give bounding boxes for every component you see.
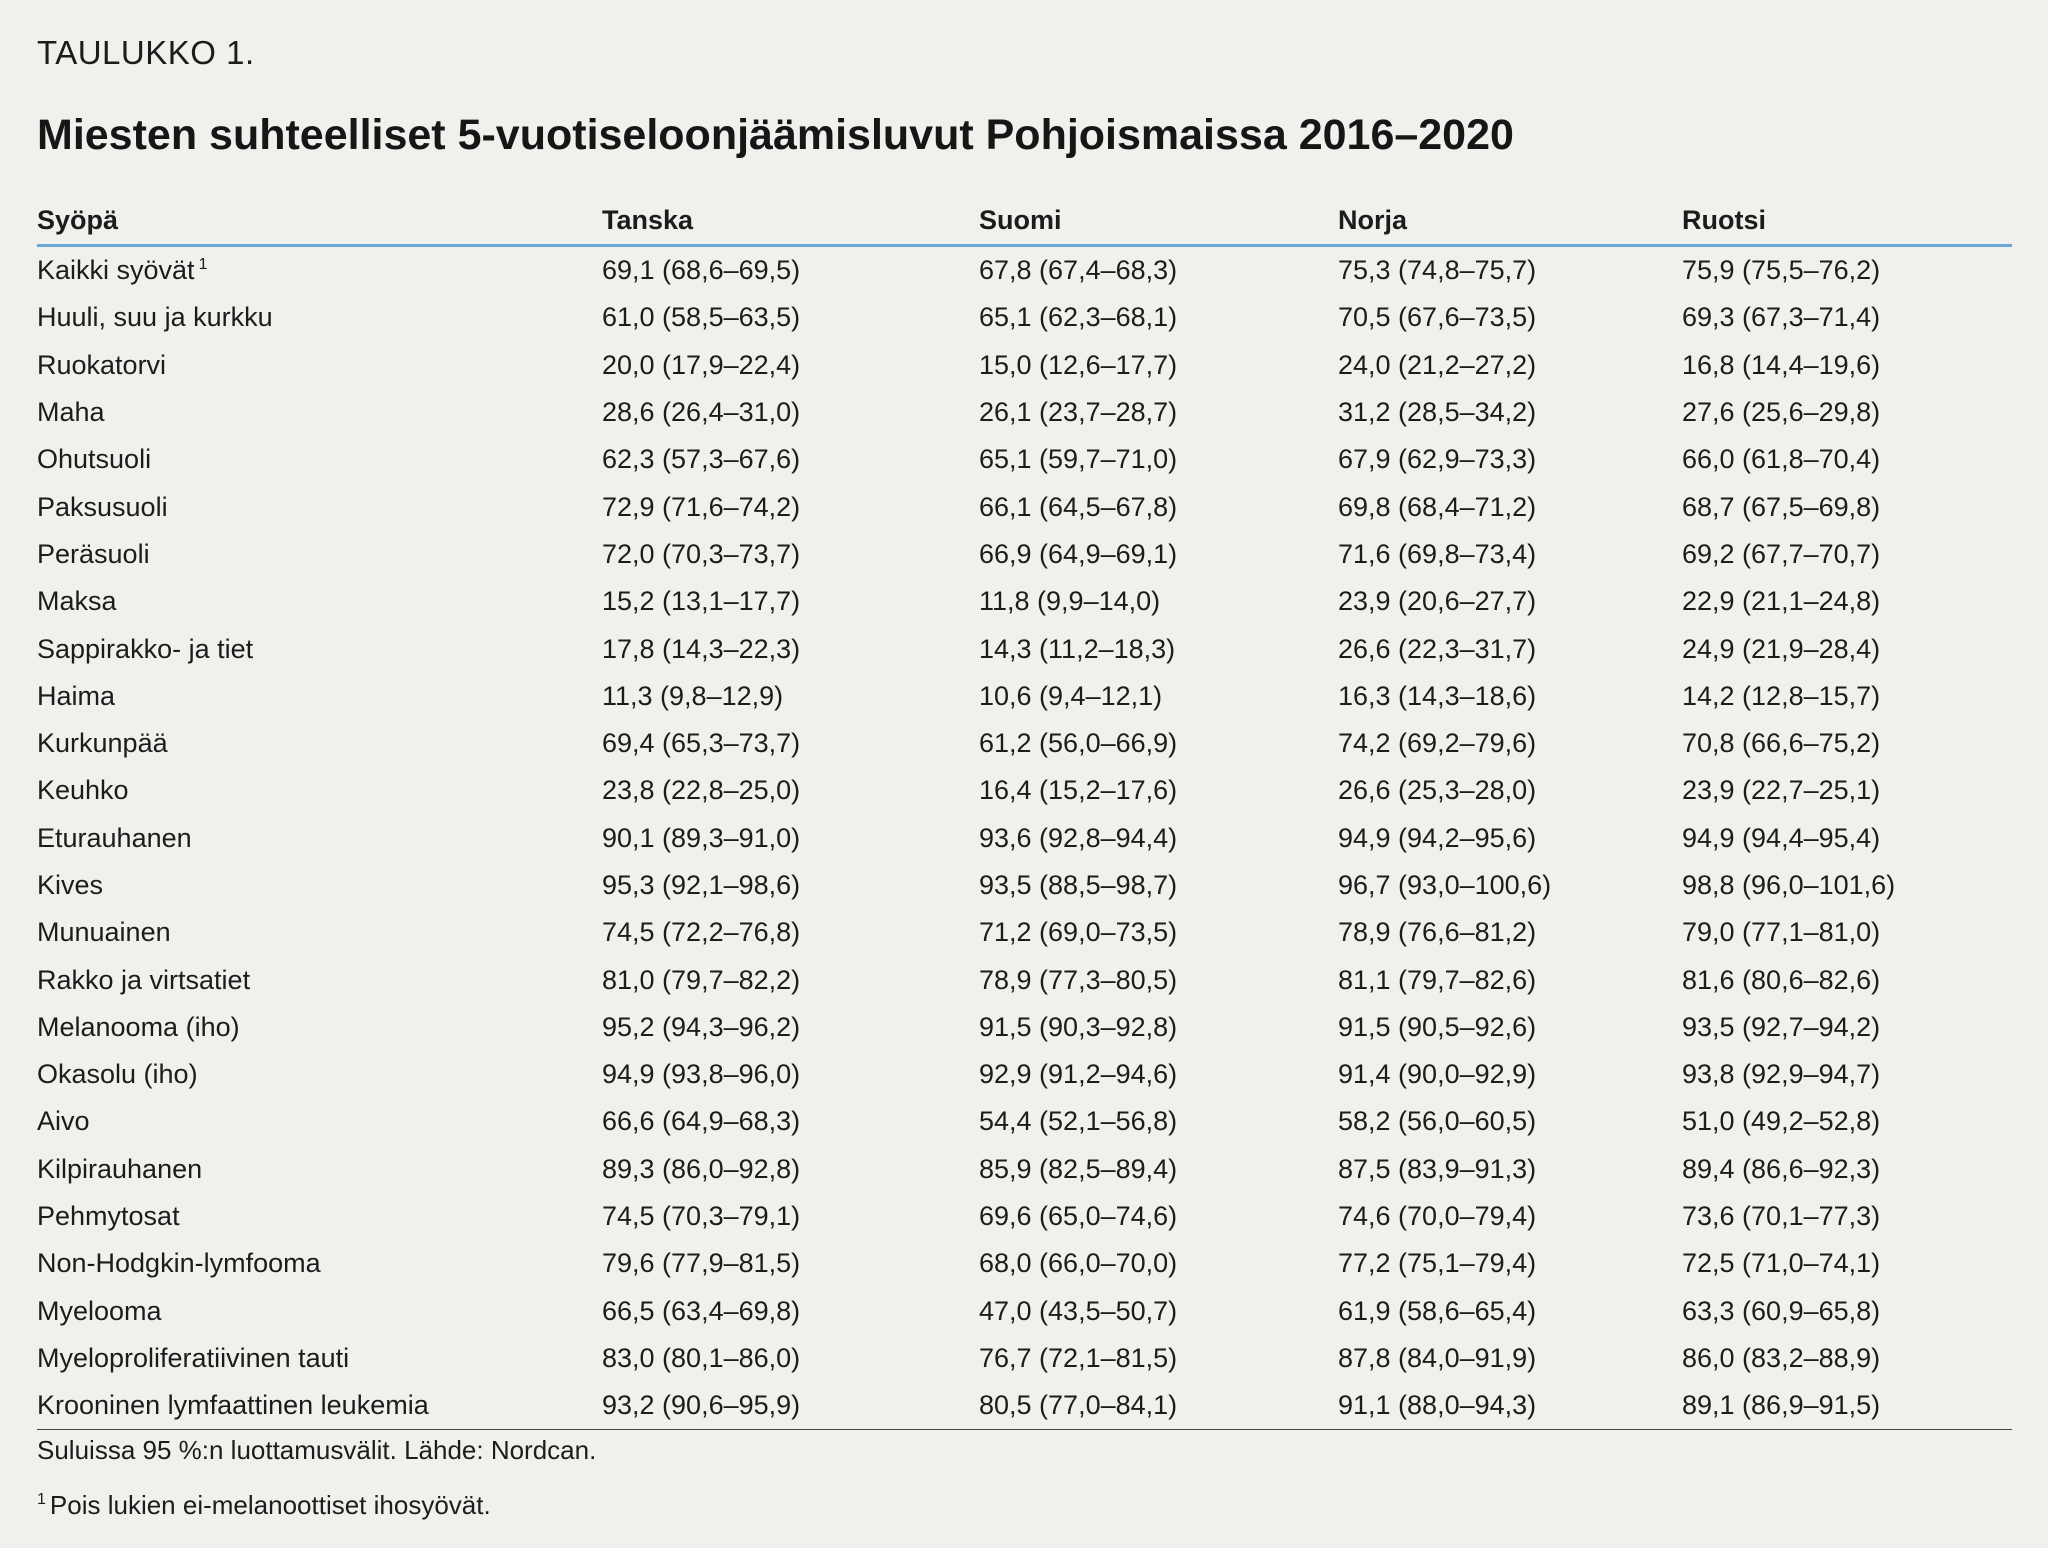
- table-row: [37, 436, 2012, 483]
- table-row: [37, 531, 2012, 578]
- table-row: [37, 389, 2012, 436]
- column-header-norway: Norja: [1338, 196, 1682, 246]
- value-cell-denmark: 62,3 (57,3–67,6): [602, 444, 801, 475]
- value-cell-denmark: 93,2 (90,6–95,9): [602, 1382, 979, 1430]
- value-cell-finland: 76,7 (72,1–81,5): [979, 1342, 1178, 1373]
- value-cell-sweden: 75,9 (75,5–76,2): [1682, 255, 1881, 286]
- value-cell-denmark: 74,5 (72,2–76,8): [602, 917, 801, 948]
- value-cell-finland: 71,2 (69,0–73,5): [979, 917, 1178, 948]
- value-cell-sweden: 68,7 (67,5–69,8): [1682, 491, 1881, 522]
- value-cell-finland: 16,4 (15,2–17,6): [979, 775, 1178, 806]
- value-cell-sweden: 63,3 (60,9–65,8): [1682, 1295, 1881, 1326]
- value-cell-norway: 91,5 (90,5–92,6): [1338, 1011, 1537, 1042]
- cancer-type-label: Krooninen lymfaattinen leukemia: [37, 1390, 429, 1421]
- cancer-type-label: Eturauhanen: [37, 822, 192, 853]
- cancer-type-label: Melanooma (iho): [37, 1011, 240, 1042]
- value-cell-sweden: 86,0 (83,2–88,9): [1682, 1342, 1881, 1373]
- value-cell-denmark: 11,3 (9,8–12,9): [602, 680, 784, 711]
- value-cell-finland: 67,8 (67,4–68,3): [979, 255, 1178, 286]
- cancer-type-label: Maha: [37, 397, 105, 428]
- cancer-type-cell: [37, 1004, 602, 1051]
- cancer-type-cell: [37, 1098, 602, 1145]
- value-cell-denmark: 74,5 (70,3–79,1): [602, 1201, 801, 1232]
- table-row: [37, 1240, 2012, 1287]
- cancer-type-label: Munuainen: [37, 917, 171, 948]
- table-row: [37, 625, 2012, 672]
- cancer-type-label: Myeloproliferatiivinen tauti: [37, 1342, 350, 1373]
- value-cell-denmark: 69,4 (65,3–73,7): [602, 728, 801, 759]
- cancer-type-cell: [37, 246, 602, 295]
- value-cell-finland: 54,4 (52,1–56,8): [979, 1106, 1178, 1137]
- page: [37, 0, 2012, 1548]
- value-cell-finland: 78,9 (77,3–80,5): [979, 964, 1178, 995]
- survival-table: [37, 196, 2012, 1430]
- table-row: [37, 483, 2012, 530]
- cancer-type-cell: [37, 294, 602, 341]
- value-cell-finland: 93,5 (88,5–98,7): [979, 870, 1178, 900]
- value-cell-sweden: 72,5 (71,0–74,1): [1682, 1248, 1881, 1279]
- cancer-type-label: Okasolu (iho): [37, 1059, 198, 1090]
- table-row: [37, 956, 2012, 1003]
- value-cell-sweden: 51,0 (49,2–52,8): [1682, 1106, 1881, 1137]
- footnote: [37, 1490, 491, 1521]
- table-row: [37, 815, 2012, 862]
- value-cell-denmark: 20,0 (17,9–22,4): [602, 349, 801, 380]
- value-cell-norway: 87,8 (84,0–91,9): [1338, 1342, 1537, 1373]
- cancer-type-cell: [37, 673, 602, 720]
- value-cell-sweden: 22,9 (21,1–24,8): [1682, 586, 1881, 617]
- value-cell-sweden: 98,8 (96,0–101,6): [1682, 870, 1896, 900]
- value-cell-denmark: 81,0 (79,7–82,2): [602, 964, 801, 995]
- value-cell-sweden: 27,6 (25,6–29,8): [1682, 397, 1881, 428]
- value-cell-finland: 14,3 (11,2–18,3): [979, 633, 1176, 664]
- cancer-type-cell: [37, 767, 602, 814]
- value-cell-sweden: 69,3 (67,3–71,4): [1682, 302, 1881, 333]
- value-cell-sweden: 79,0 (77,1–81,0): [1682, 917, 1881, 948]
- cancer-type-cell: [37, 1335, 602, 1382]
- cancer-type-label: Haima: [37, 680, 116, 711]
- value-cell-sweden: 89,1 (86,9–91,5): [1682, 1382, 2012, 1430]
- cancer-type-cell: [37, 1193, 602, 1240]
- footnote-text: Pois lukien ei-melanoottiset ihosyövät.: [49, 1490, 491, 1520]
- value-cell-denmark: 95,2 (94,3–96,2): [602, 1011, 801, 1042]
- value-cell-norway: 61,9 (58,6–65,4): [1338, 1295, 1537, 1326]
- table-row: [37, 1335, 2012, 1382]
- value-cell-denmark: 69,1 (68,6–69,5): [602, 255, 801, 286]
- cancer-type-cell: [37, 578, 602, 625]
- value-cell-finland: 15,0 (12,6–17,7): [979, 349, 1178, 380]
- value-cell-norway: 87,5 (83,9–91,3): [1338, 1153, 1537, 1184]
- column-header-denmark: Tanska: [602, 196, 979, 246]
- value-cell-norway: 75,3 (74,8–75,7): [1338, 255, 1537, 286]
- value-cell-denmark: 66,5 (63,4–69,8): [602, 1295, 801, 1326]
- value-cell-denmark: 89,3 (86,0–92,8): [602, 1153, 801, 1184]
- value-cell-sweden: 24,9 (21,9–28,4): [1682, 633, 1881, 664]
- cancer-type-cell: [37, 1288, 602, 1335]
- cancer-type-label: Kives: [37, 870, 104, 900]
- value-cell-norway: 24,0 (21,2–27,2): [1338, 349, 1537, 380]
- value-cell-norway: 16,3 (14,3–18,6): [1338, 680, 1537, 711]
- table-row: [37, 909, 2012, 956]
- value-cell-denmark: 23,8 (22,8–25,0): [602, 775, 801, 806]
- value-cell-finland: 65,1 (62,3–68,1): [979, 302, 1178, 333]
- cancer-type-label: Ohutsuoli: [37, 444, 152, 475]
- cancer-type-label: Keuhko: [37, 775, 129, 806]
- value-cell-norway: 31,2 (28,5–34,2): [1338, 397, 1537, 428]
- value-cell-finland: 93,6 (92,8–94,4): [979, 822, 1178, 853]
- table-note: Suluissa 95 %:n luottamusvälit. Lähde: Nordcan.: [37, 1435, 597, 1465]
- table-row: [37, 1382, 2012, 1430]
- cancer-type-cell: [37, 436, 602, 483]
- column-header-sweden: Ruotsi: [1682, 196, 2012, 246]
- value-cell-denmark: 90,1 (89,3–91,0): [602, 822, 801, 853]
- value-cell-sweden: 81,6 (80,6–82,6): [1682, 964, 1881, 995]
- value-cell-sweden: 73,6 (70,1–77,3): [1682, 1201, 1881, 1232]
- cancer-type-cell: [37, 342, 602, 389]
- footnote-mark: 1: [37, 1491, 46, 1509]
- value-cell-norway: 96,7 (93,0–100,6): [1338, 870, 1552, 900]
- value-cell-finland: 85,9 (82,5–89,4): [979, 1153, 1178, 1184]
- value-cell-norway: 81,1 (79,7–82,6): [1338, 964, 1537, 995]
- table-row: [37, 1098, 2012, 1145]
- cancer-type-cell: [37, 720, 602, 767]
- cancer-type-cell: [37, 1382, 602, 1430]
- value-cell-norway: 78,9 (76,6–81,2): [1338, 917, 1537, 948]
- cancer-type-label: Aivo: [37, 1106, 90, 1137]
- cancer-type-label: Paksusuoli: [37, 491, 168, 522]
- cancer-type-cell: [37, 956, 602, 1003]
- table-row: [37, 720, 2012, 767]
- table-row: [37, 342, 2012, 389]
- value-cell-norway: 71,6 (69,8–73,4): [1338, 538, 1537, 569]
- value-cell-finland: 66,9 (64,9–69,1): [979, 538, 1178, 569]
- table-row: [37, 1004, 2012, 1051]
- value-cell-denmark: 72,9 (71,6–74,2): [602, 491, 801, 522]
- value-cell-sweden: 23,9 (22,7–25,1): [1682, 775, 1881, 806]
- footnote-reference: 1: [198, 256, 208, 274]
- table-row: [37, 1051, 2012, 1098]
- table-row: [37, 294, 2012, 341]
- cancer-type-cell: [37, 815, 602, 862]
- cancer-type-cell: [37, 862, 602, 909]
- cancer-type-cell: [37, 1146, 602, 1193]
- value-cell-sweden: 94,9 (94,4–95,4): [1682, 822, 1881, 853]
- value-cell-finland: 80,5 (77,0–84,1): [979, 1382, 1338, 1430]
- value-cell-norway: 91,1 (88,0–94,3): [1338, 1382, 1682, 1430]
- value-cell-norway: 58,2 (56,0–60,5): [1338, 1106, 1537, 1137]
- value-cell-denmark: 66,6 (64,9–68,3): [602, 1106, 801, 1137]
- cancer-type-cell: [37, 909, 602, 956]
- cancer-type-label: Non-Hodgkin-lymfooma: [37, 1248, 321, 1279]
- cancer-type-label: Maksa: [37, 586, 117, 617]
- cancer-type-label: Kaikki syövät: [37, 255, 195, 286]
- table-label: TAULUKKO 1.: [37, 34, 255, 71]
- cancer-type-label: Kilpirauhanen: [37, 1153, 203, 1184]
- value-cell-denmark: 61,0 (58,5–63,5): [602, 302, 801, 333]
- value-cell-denmark: 17,8 (14,3–22,3): [602, 633, 801, 664]
- value-cell-finland: 26,1 (23,7–28,7): [979, 397, 1178, 428]
- table-row: [37, 1288, 2012, 1335]
- value-cell-sweden: 66,0 (61,8–70,4): [1682, 444, 1881, 475]
- value-cell-norway: 67,9 (62,9–73,3): [1338, 444, 1537, 475]
- cancer-type-cell: [37, 1240, 602, 1287]
- value-cell-denmark: 83,0 (80,1–86,0): [602, 1342, 801, 1373]
- value-cell-norway: 23,9 (20,6–27,7): [1338, 586, 1537, 617]
- table-body: [37, 246, 2012, 1430]
- column-header-cancer: Syöpä: [37, 196, 602, 246]
- table-row: [37, 246, 2012, 295]
- table-title: Miesten suhteelliset 5-vuotiseloonjäämisluvut Pohjoismaissa 2016–2020: [37, 111, 1514, 159]
- value-cell-sweden: 69,2 (67,7–70,7): [1682, 538, 1881, 569]
- value-cell-norway: 70,5 (67,6–73,5): [1338, 302, 1537, 333]
- cancer-type-cell: [37, 389, 602, 436]
- value-cell-denmark: 15,2 (13,1–17,7): [602, 586, 801, 617]
- value-cell-denmark: 79,6 (77,9–81,5): [602, 1248, 801, 1279]
- header-row: [37, 196, 2012, 246]
- value-cell-sweden: 93,5 (92,7–94,2): [1682, 1011, 1881, 1042]
- table-row: [37, 862, 2012, 909]
- value-cell-denmark: 95,3 (92,1–98,6): [602, 870, 801, 900]
- value-cell-norway: 94,9 (94,2–95,6): [1338, 822, 1537, 853]
- value-cell-finland: 61,2 (56,0–66,9): [979, 728, 1178, 759]
- table-row: [37, 578, 2012, 625]
- value-cell-sweden: 16,8 (14,4–19,6): [1682, 349, 1881, 380]
- cancer-type-label: Pehmytosat: [37, 1201, 180, 1232]
- cancer-type-label: Rakko ja virtsatiet: [37, 964, 251, 995]
- value-cell-norway: 74,2 (69,2–79,6): [1338, 728, 1537, 759]
- value-cell-norway: 74,6 (70,0–79,4): [1338, 1201, 1537, 1232]
- table-row: [37, 673, 2012, 720]
- value-cell-finland: 10,6 (9,4–12,1): [979, 680, 1163, 711]
- table-row: [37, 767, 2012, 814]
- value-cell-finland: 69,6 (65,0–74,6): [979, 1201, 1178, 1232]
- cancer-type-label: Ruokatorvi: [37, 349, 167, 380]
- cancer-type-cell: [37, 483, 602, 530]
- value-cell-norway: 26,6 (22,3–31,7): [1338, 633, 1537, 664]
- value-cell-denmark: 72,0 (70,3–73,7): [602, 538, 801, 569]
- value-cell-norway: 91,4 (90,0–92,9): [1338, 1059, 1537, 1090]
- value-cell-finland: 11,8 (9,9–14,0): [979, 586, 1161, 617]
- value-cell-finland: 66,1 (64,5–67,8): [979, 491, 1178, 522]
- value-cell-norway: 26,6 (25,3–28,0): [1338, 775, 1537, 806]
- value-cell-sweden: 14,2 (12,8–15,7): [1682, 680, 1881, 711]
- value-cell-denmark: 94,9 (93,8–96,0): [602, 1059, 801, 1090]
- value-cell-denmark: 28,6 (26,4–31,0): [602, 397, 801, 428]
- column-header-finland: Suomi: [979, 196, 1338, 246]
- cancer-type-cell: [37, 531, 602, 578]
- table-row: [37, 1146, 2012, 1193]
- cancer-type-cell: [37, 625, 602, 672]
- cancer-type-label: Myelooma: [37, 1295, 162, 1326]
- value-cell-finland: 68,0 (66,0–70,0): [979, 1248, 1178, 1279]
- cancer-type-label: Sappirakko- ja tiet: [37, 633, 254, 664]
- value-cell-sweden: 70,8 (66,6–75,2): [1682, 728, 1881, 759]
- value-cell-sweden: 89,4 (86,6–92,3): [1682, 1153, 1881, 1184]
- cancer-type-label: Huuli, suu ja kurkku: [37, 302, 273, 333]
- cancer-type-cell: [37, 1051, 602, 1098]
- value-cell-sweden: 93,8 (92,9–94,7): [1682, 1059, 1881, 1090]
- value-cell-finland: 91,5 (90,3–92,8): [979, 1011, 1178, 1042]
- cancer-type-label: Kurkunpää: [37, 728, 168, 759]
- value-cell-norway: 69,8 (68,4–71,2): [1338, 491, 1537, 522]
- value-cell-finland: 92,9 (91,2–94,6): [979, 1059, 1178, 1090]
- value-cell-finland: 47,0 (43,5–50,7): [979, 1295, 1178, 1326]
- value-cell-norway: 77,2 (75,1–79,4): [1338, 1248, 1537, 1279]
- value-cell-finland: 65,1 (59,7–71,0): [979, 444, 1178, 475]
- table-row: [37, 1193, 2012, 1240]
- cancer-type-label: Peräsuoli: [37, 538, 150, 569]
